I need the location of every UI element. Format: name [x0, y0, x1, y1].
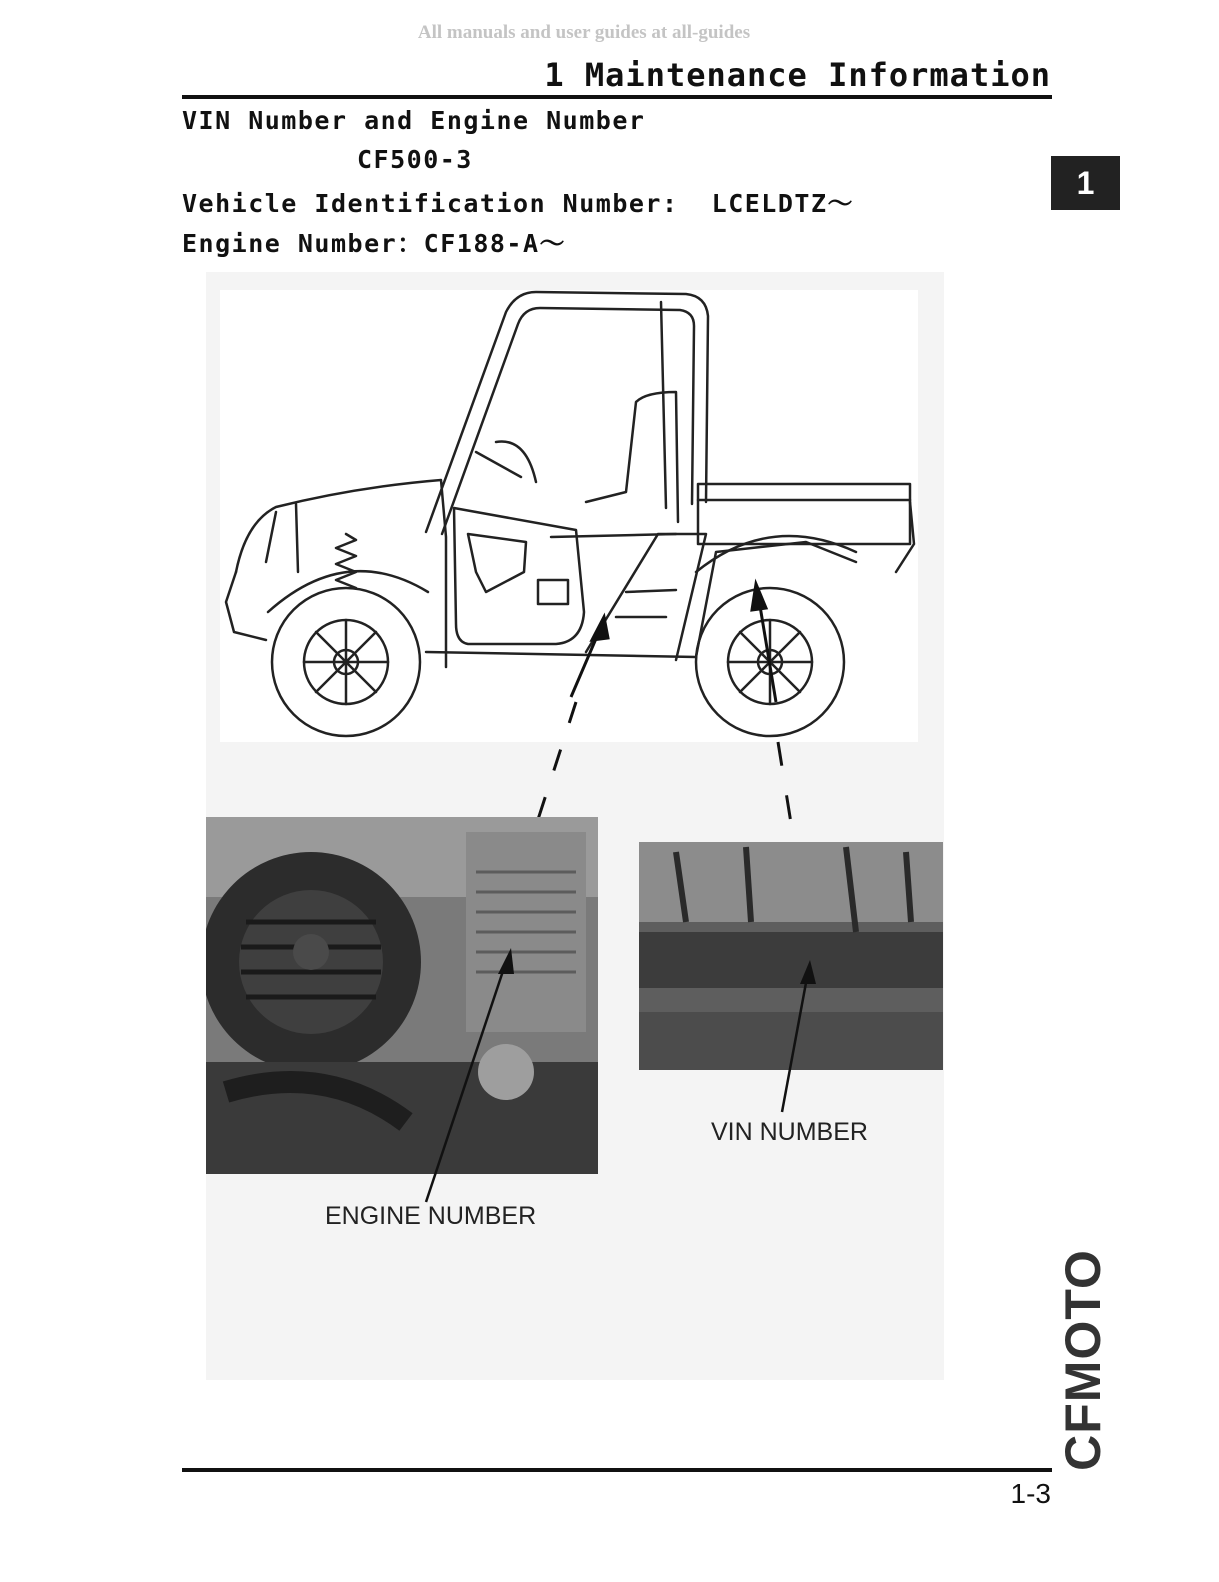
- vin-number-label: VIN NUMBER: [711, 1118, 868, 1146]
- vin-line: Vehicle Identification Number: LCELDTZ～: [182, 189, 854, 218]
- vin-engine-location-figure: [206, 272, 944, 1380]
- engine-number-line: Engine Number：CF188-A～: [182, 229, 567, 258]
- cfmoto-logo: [1053, 1249, 1113, 1471]
- engine-photo: [206, 817, 598, 1202]
- footer-rule: [182, 1468, 1052, 1472]
- vin-photo: [639, 842, 943, 1112]
- page-header-title: 1 Maintenance Information: [544, 56, 1051, 94]
- model-number: CF500-3: [357, 145, 473, 174]
- engine-number-label: ENGINE NUMBER: [325, 1202, 537, 1230]
- chapter-tab: 1: [1051, 156, 1120, 210]
- vehicle-illustration: [206, 272, 944, 1380]
- page-number: 1-3: [1010, 1478, 1051, 1509]
- section-heading: VIN Number and Engine Number: [182, 106, 646, 135]
- header-rule: [182, 95, 1052, 99]
- watermark-text: All manuals and user guides at all-guides: [417, 22, 751, 43]
- brand-logo-text: CFMOTO: [1055, 1249, 1111, 1471]
